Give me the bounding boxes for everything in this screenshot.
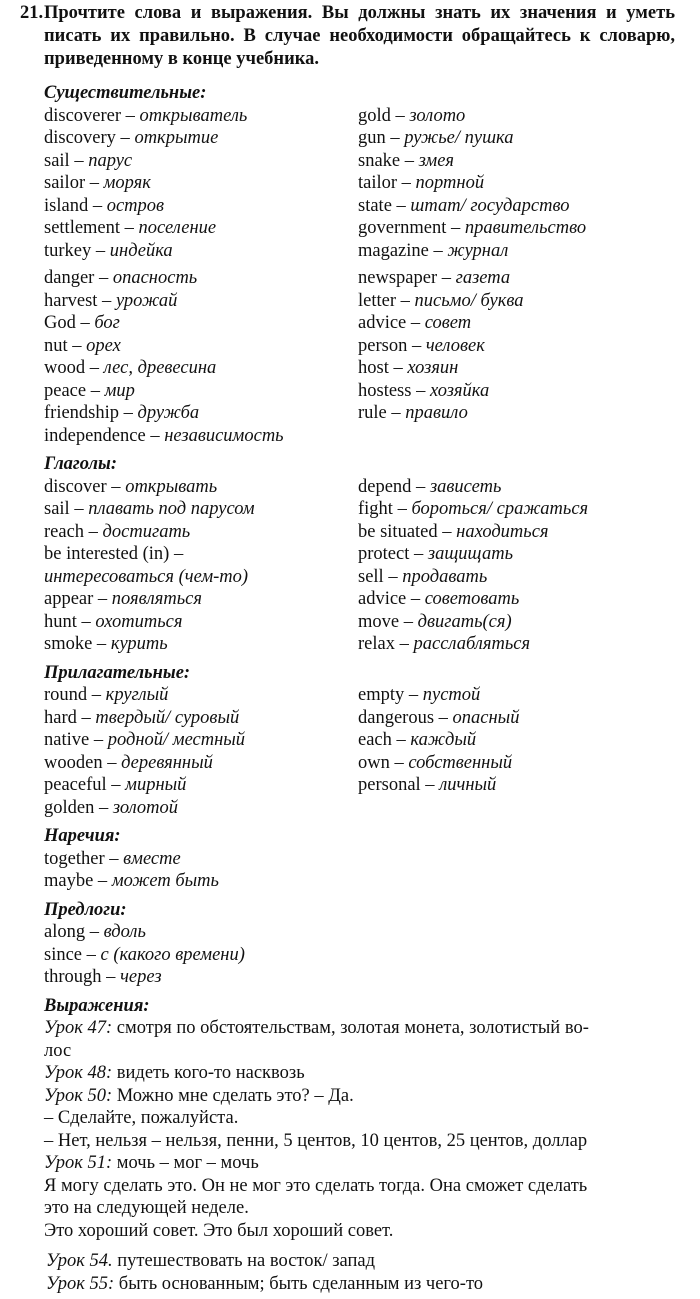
word-entry <box>358 357 678 380</box>
vocab-section <box>44 899 684 989</box>
expression-line <box>44 1250 684 1273</box>
russian-translation: мир <box>104 380 135 401</box>
english-word: round – <box>44 685 102 705</box>
english-word: fight – <box>358 499 407 519</box>
russian-translation: штат/ государство <box>410 195 570 216</box>
word-entry <box>44 290 358 313</box>
expression-line <box>44 1220 684 1243</box>
english-word: letter – <box>358 290 410 311</box>
right-column <box>358 105 678 263</box>
russian-translation: дружба <box>137 403 200 423</box>
word-entry <box>44 870 358 893</box>
left-column <box>44 921 358 989</box>
word-entry <box>44 588 358 611</box>
word-entry <box>44 357 358 380</box>
russian-translation: советовать <box>424 589 520 609</box>
russian-translation: опасный <box>452 707 520 728</box>
vocab-section <box>44 82 684 447</box>
expression-text: Можно мне сделать это? – Да. <box>116 1085 354 1106</box>
word-entry <box>44 172 358 195</box>
expression-line <box>44 1197 684 1220</box>
word-entry <box>358 312 678 335</box>
english-word: depend – <box>358 476 426 497</box>
russian-translation: курить <box>110 634 168 654</box>
russian-translation: интересоваться (чем-то) <box>44 566 249 587</box>
english-word: through – <box>44 967 116 987</box>
word-entry <box>358 172 678 195</box>
word-entry <box>44 498 358 521</box>
word-entry <box>358 195 678 218</box>
russian-translation: пустой <box>422 685 481 705</box>
english-word: settlement – <box>44 218 134 238</box>
english-word: newspaper – <box>358 268 451 288</box>
word-entry <box>44 543 358 566</box>
word-entry <box>358 380 678 403</box>
english-word: together – <box>44 848 119 869</box>
word-entry <box>358 476 678 499</box>
expression-text: Я могу сделать это. Он не мог это сделать тогда. Она сможет сделать <box>44 1175 588 1196</box>
russian-translation: вместе <box>123 848 181 869</box>
english-word: empty – <box>358 685 419 705</box>
word-entry <box>44 105 358 128</box>
english-word: turkey – <box>44 240 106 261</box>
russian-translation: хозяин <box>407 358 459 378</box>
russian-translation: журнал <box>447 240 509 261</box>
section-heading: Предлоги: <box>44 899 127 920</box>
russian-translation: личный <box>439 775 497 795</box>
english-word: God – <box>44 313 90 333</box>
word-entry <box>358 267 678 290</box>
word-entry <box>44 707 358 730</box>
word-group <box>44 476 684 656</box>
expression-text: мочь – мог – мочь <box>116 1153 259 1173</box>
expression-text: видеть кого-то насквозь <box>116 1063 305 1083</box>
exercise-instruction <box>20 2 675 71</box>
english-word: government – <box>358 218 461 238</box>
word-entry <box>358 498 678 521</box>
english-word: magazine – <box>358 240 443 261</box>
english-word: advice – <box>358 313 421 333</box>
expression-text: смотря по обстоятельствам, золотая монета, золотистый во- <box>116 1018 589 1038</box>
expression-line <box>44 1273 684 1296</box>
word-entry <box>44 521 358 544</box>
english-word: island – <box>44 195 103 216</box>
word-entry <box>44 752 358 775</box>
lesson-label: Урок 51: <box>44 1153 113 1173</box>
expression-line <box>44 1085 684 1108</box>
english-word: maybe – <box>44 871 108 891</box>
expression-line <box>44 1017 684 1040</box>
word-entry <box>358 774 678 797</box>
russian-translation: зависеть <box>429 476 502 497</box>
expression-line <box>44 1152 684 1175</box>
word-entry <box>44 267 358 290</box>
right-column <box>358 684 678 819</box>
word-entry <box>358 335 678 358</box>
left-column <box>44 267 358 447</box>
expression-line <box>44 1130 684 1153</box>
russian-translation: поселение <box>138 218 217 238</box>
lesson-label: Урок 47: <box>44 1018 113 1038</box>
word-entry <box>44 217 358 240</box>
word-entry <box>358 611 678 634</box>
word-entry <box>44 633 358 656</box>
english-word: discovery – <box>44 128 130 148</box>
english-word: move – <box>358 611 413 632</box>
russian-translation: находиться <box>456 521 549 542</box>
section-heading: Выражения: <box>44 995 150 1016</box>
english-word: danger – <box>44 268 109 288</box>
russian-translation: двигать(ся) <box>417 611 512 632</box>
english-word: hunt – <box>44 611 91 632</box>
english-word: native – <box>44 730 104 750</box>
english-word: advice – <box>358 589 421 609</box>
expression-text: Это хороший совет. Это был хороший совет. <box>44 1220 394 1241</box>
word-entry <box>44 921 358 944</box>
expression-text: лос <box>44 1040 72 1061</box>
english-word: dangerous – <box>358 707 448 728</box>
russian-translation: вдоль <box>103 922 146 942</box>
russian-translation: мирный <box>125 775 187 795</box>
english-word: wood – <box>44 358 99 378</box>
russian-translation: ружье/ пушка <box>404 128 514 148</box>
russian-translation: может быть <box>111 871 219 891</box>
russian-translation: золотой <box>112 797 179 818</box>
word-entry <box>44 312 358 335</box>
word-entry <box>358 566 678 589</box>
english-word: peace – <box>44 380 100 401</box>
expression-text: быть основанным; быть сделанным из чего-то <box>118 1273 484 1294</box>
english-word: personal – <box>358 775 435 795</box>
english-word: host – <box>358 358 403 378</box>
english-word: state – <box>358 195 406 216</box>
exercise-number: 21. <box>20 3 44 23</box>
word-entry <box>44 944 358 967</box>
russian-translation: бог <box>94 313 120 333</box>
english-word: sail – <box>44 499 84 519</box>
english-word: since – <box>44 944 96 965</box>
english-word: nut – <box>44 335 82 356</box>
lesson-label: Урок 48: <box>44 1063 113 1083</box>
russian-translation: человек <box>425 335 485 356</box>
section-heading: Глаголы: <box>44 454 118 474</box>
russian-translation: моряк <box>103 173 151 193</box>
section-heading: Наречия: <box>44 826 121 846</box>
exercise-text: Прочтите слова и выражения. Вы должны знать их значения и уметь писать их правильно. В случае необходимости обращайтесь к словарю, приведенному в конце учебника. <box>44 3 675 69</box>
word-group <box>44 921 684 989</box>
vocab-section <box>44 825 684 893</box>
word-entry <box>358 729 678 752</box>
russian-translation: газета <box>455 268 511 288</box>
word-entry <box>358 290 678 313</box>
russian-translation: деревянный <box>121 752 213 773</box>
russian-translation: правило <box>405 403 468 423</box>
english-word: friendship – <box>44 403 133 423</box>
english-word: discoverer – <box>44 105 135 126</box>
word-entry <box>358 402 678 425</box>
russian-translation: портной <box>415 173 485 193</box>
russian-translation: через <box>120 967 162 987</box>
word-entry <box>44 402 358 425</box>
english-word: gold – <box>358 105 405 126</box>
english-word: protect – <box>358 544 424 564</box>
word-entry <box>358 521 678 544</box>
english-word: each – <box>358 730 406 750</box>
word-entry <box>358 684 678 707</box>
right-column <box>358 267 678 447</box>
russian-translation: родной/ местный <box>107 730 246 750</box>
section-heading: Прилагательные: <box>44 662 191 683</box>
english-word: independence – <box>44 425 160 446</box>
lesson-label: Урок 50: <box>44 1085 113 1106</box>
english-word: sail – <box>44 150 84 171</box>
russian-translation: совет <box>424 313 472 333</box>
russian-translation: независимость <box>164 425 284 446</box>
english-word: sailor – <box>44 173 99 193</box>
english-word: along – <box>44 922 99 942</box>
english-word: discover – <box>44 476 121 497</box>
expression-text: – Сделайте, пожалуйста. <box>44 1108 239 1128</box>
russian-translation: урожай <box>115 290 178 311</box>
english-word: own – <box>358 752 404 773</box>
russian-translation: твердый/ суровый <box>95 707 240 728</box>
english-word: sell – <box>358 566 398 587</box>
russian-translation: охотиться <box>95 611 183 632</box>
right-column <box>358 848 678 893</box>
english-word: hard – <box>44 707 91 728</box>
word-entry <box>44 611 358 634</box>
expression-line <box>44 1040 684 1063</box>
word-entry <box>44 150 358 173</box>
expression-text: – Нет, нельзя – нельзя, пенни, 5 центов, 10 центов, 25 центов, доллар <box>44 1130 588 1151</box>
russian-translation: открытие <box>134 128 219 148</box>
word-entry <box>44 966 358 989</box>
word-group <box>44 684 684 819</box>
word-group <box>44 848 684 893</box>
word-entry <box>358 240 678 263</box>
russian-translation: плавать под парусом <box>88 499 255 519</box>
russian-translation: правительство <box>464 218 587 238</box>
english-word: rule – <box>358 403 401 423</box>
russian-translation: золото <box>409 105 466 126</box>
russian-translation: собственный <box>408 752 513 773</box>
russian-translation: письмо/ буква <box>414 290 524 311</box>
word-entry <box>44 797 358 820</box>
english-word: wooden – <box>44 752 117 773</box>
russian-translation: индейка <box>109 240 173 261</box>
word-entry <box>358 633 678 656</box>
english-word: smoke – <box>44 634 107 654</box>
russian-translation: бороться/ сражаться <box>411 499 589 519</box>
russian-translation: змея <box>418 150 454 171</box>
expression-line <box>44 1107 684 1130</box>
section-heading: Существительные: <box>44 83 207 103</box>
english-word: be interested (in) – <box>44 544 184 564</box>
expression-line <box>44 1062 684 1085</box>
left-column <box>44 105 358 263</box>
english-word: tailor – <box>358 173 411 193</box>
russian-translation: орех <box>86 335 121 356</box>
word-entry <box>44 335 358 358</box>
english-word: person – <box>358 335 422 356</box>
word-entry <box>44 774 358 797</box>
word-entry <box>358 588 678 611</box>
vocab-section <box>44 662 684 820</box>
russian-translation: расслабляться <box>413 634 531 654</box>
expression-line <box>44 1175 684 1198</box>
word-entry <box>44 566 358 589</box>
russian-translation: остров <box>106 195 165 216</box>
lesson-label: Урок 54. <box>46 1251 113 1271</box>
russian-translation: опасность <box>112 268 198 288</box>
expressions-section <box>44 995 684 1296</box>
word-entry <box>44 195 358 218</box>
english-word: gun – <box>358 128 400 148</box>
english-word: peaceful – <box>44 775 121 795</box>
left-column <box>44 684 358 819</box>
word-entry <box>44 684 358 707</box>
word-entry <box>358 127 678 150</box>
russian-translation: парус <box>88 150 133 171</box>
russian-translation: круглый <box>105 685 169 705</box>
expression-text: это на следующей неделе. <box>44 1198 249 1218</box>
english-word: appear – <box>44 589 108 609</box>
word-group <box>44 105 684 263</box>
russian-translation: открывать <box>125 476 218 497</box>
russian-translation: защищать <box>427 544 514 564</box>
spacer <box>44 1242 684 1250</box>
word-entry <box>358 752 678 775</box>
lesson-label: Урок 55: <box>46 1273 115 1294</box>
left-column <box>44 476 358 656</box>
russian-translation: появляться <box>111 589 202 609</box>
word-entry <box>358 105 678 128</box>
english-word: hostess – <box>358 380 426 401</box>
word-entry <box>358 707 678 730</box>
vocab-section <box>44 453 684 656</box>
word-entry <box>44 729 358 752</box>
russian-translation: открыватель <box>139 105 248 126</box>
right-column <box>358 476 678 656</box>
russian-translation: достигать <box>102 521 191 542</box>
word-entry <box>358 217 678 240</box>
right-column <box>358 921 678 989</box>
english-word: reach – <box>44 521 98 542</box>
expression-text: путешествовать на восток/ запад <box>117 1251 376 1271</box>
word-entry <box>44 127 358 150</box>
word-entry <box>44 476 358 499</box>
word-entry <box>44 240 358 263</box>
vocabulary-list <box>44 76 684 1295</box>
russian-translation: с (какого времени) <box>100 944 245 965</box>
word-entry <box>358 150 678 173</box>
english-word: snake – <box>358 150 414 171</box>
russian-translation: лес, древесина <box>103 358 217 378</box>
english-word: golden – <box>44 797 109 818</box>
english-word: harvest – <box>44 290 112 311</box>
english-word: be situated – <box>358 521 452 542</box>
word-entry <box>44 380 358 403</box>
word-group <box>44 267 684 447</box>
russian-translation: каждый <box>410 730 477 750</box>
english-word: relax – <box>358 634 409 654</box>
left-column <box>44 848 358 893</box>
russian-translation: продавать <box>402 566 488 587</box>
word-entry <box>44 425 358 448</box>
word-entry <box>44 848 358 871</box>
word-entry <box>358 543 678 566</box>
russian-translation: хозяйка <box>429 380 490 401</box>
